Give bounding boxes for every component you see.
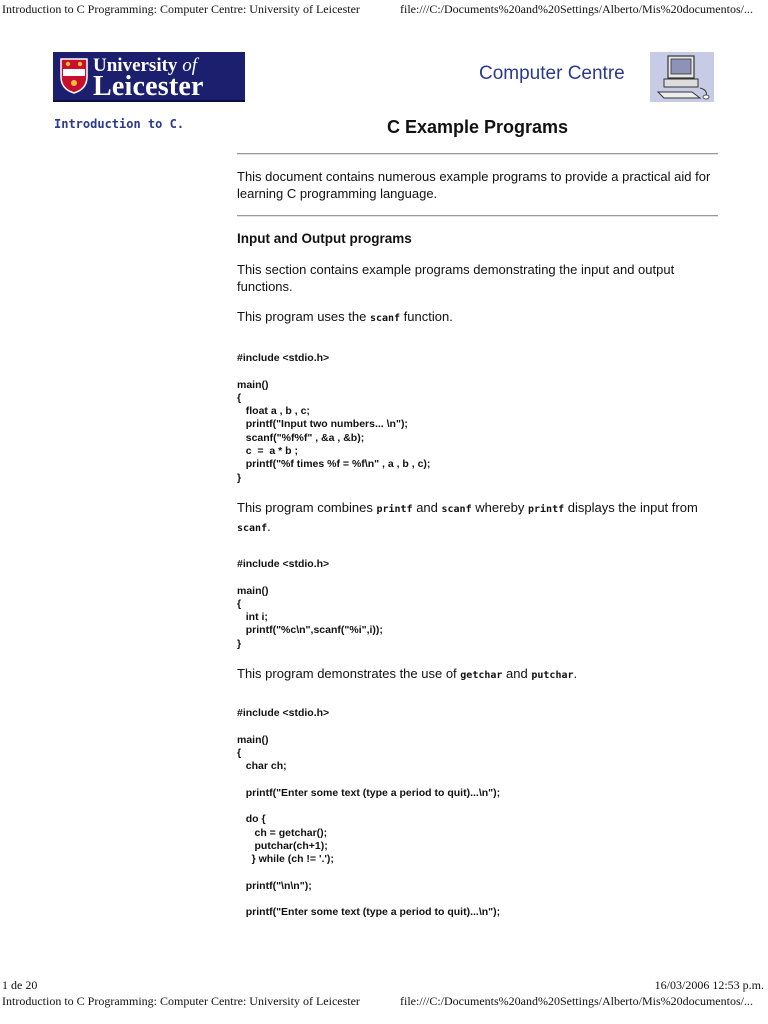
code-block-2: #include <stdio.h> main() { int i; printf("%c\n",scanf("%i",i)); }: [237, 558, 383, 650]
computer-icon: [650, 52, 714, 102]
code-block-1: #include <stdio.h> main() { float a , b , c; printf("Input two numbers... \n"); scanf("%f%f" , &a , &b); c = a * b ; printf("%f times %f = %f\n" , a , b , c); }: [237, 352, 431, 484]
inline-code: getchar: [460, 670, 503, 681]
inline-code: printf: [527, 504, 565, 515]
inline-code: putchar: [531, 670, 574, 681]
inline-code: scanf: [237, 523, 268, 534]
print-footer-url: file:///C:/Documents%20and%20Settings/Alberto/Mis%20documentos/...: [400, 994, 753, 1008]
logo-leicester-text: Leicester: [93, 71, 204, 102]
program-description-1: This program uses the scanf function.: [237, 309, 453, 324]
print-header-title: Introduction to C Programming: Computer Centre: University of Leicester: [2, 2, 360, 16]
department-title: Computer Centre: [479, 63, 625, 84]
divider: [237, 153, 718, 155]
print-datetime: 16/03/2006 12:53 p.m.: [654, 978, 764, 992]
print-header-url: file:///C:/Documents%20and%20Settings/Alberto/Mis%20documentos/...: [400, 2, 753, 16]
inline-code: scanf: [441, 504, 472, 515]
crest-icon: [59, 57, 89, 94]
divider: [237, 215, 718, 217]
code-block-3: #include <stdio.h> main() { char ch; printf("Enter some text (type a period to quit)...\n"); do { ch = getchar(); putchar(ch+1); } while (ch != '.'); printf("\n\n"); printf("Enter some text (type a period to quit)...\n");: [237, 707, 501, 919]
program-description-3: This program demonstrates the use of getchar and putchar.: [237, 666, 578, 681]
intro-paragraph: This document contains numerous example programs to provide a practical aid for learning C programming language.: [237, 169, 711, 201]
page-number: 1 de 20: [2, 978, 38, 992]
logo-university-text: University of: [93, 55, 197, 76]
section-description: This section contains example programs demonstrating the input and output functions.: [237, 262, 675, 294]
inline-code: scanf: [369, 313, 401, 324]
university-logo[interactable]: [53, 52, 245, 102]
sidebar-link-intro-c[interactable]: Introduction to C.: [54, 117, 185, 131]
page-title: C Example Programs: [386, 117, 569, 137]
inline-code: printf: [376, 504, 413, 515]
print-footer-title: Introduction to C Programming: Computer Centre: University of Leicester: [2, 994, 360, 1008]
section-heading: Input and Output programs: [237, 231, 412, 246]
program-description-2: This program combines printf and scanf whereby printf displays the input from scanf.: [237, 500, 698, 534]
